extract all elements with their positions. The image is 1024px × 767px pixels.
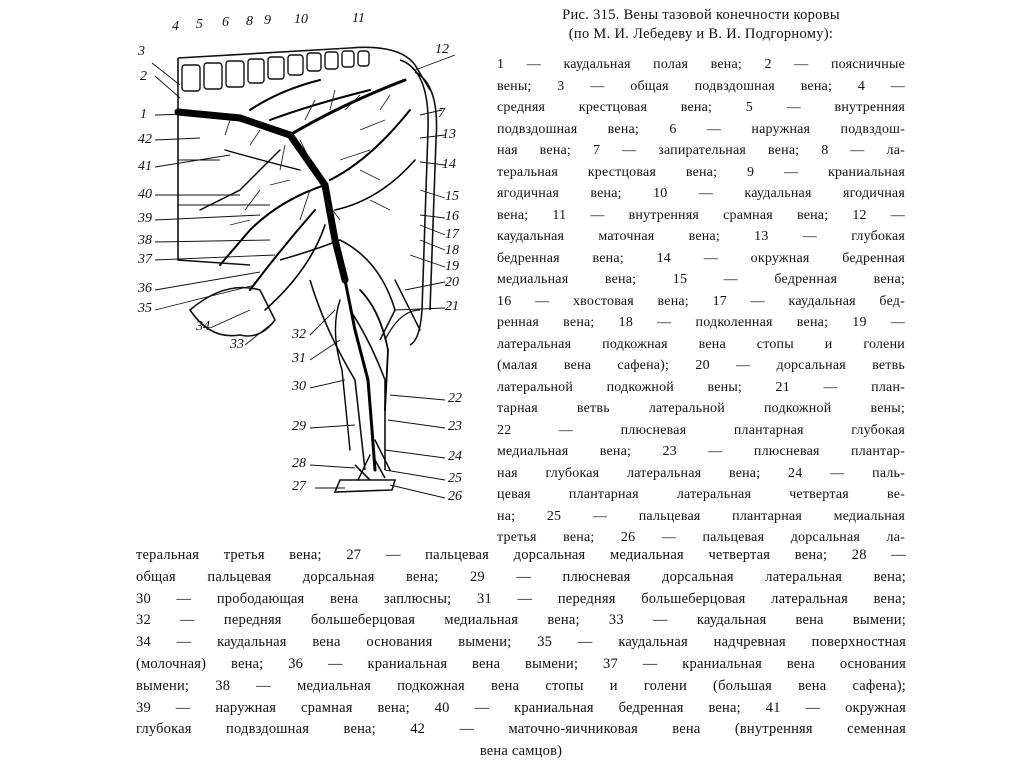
label-7: 7 — [438, 106, 445, 121]
caption-line: подвздошная вена; 6 — наружная подвздош- — [497, 121, 905, 137]
caption-line: 32 — передняя большеберцовая медиальная вена; 33 — каудальная вена вымени; — [136, 612, 906, 629]
label-17: 17 — [445, 227, 459, 242]
caption-line: бедренная вена; 14 — окружная бедренная — [497, 250, 905, 266]
caption-line: 34 — каудальная вена основания вымени; 35 — каудальная надчревная поверхностная — [136, 634, 906, 651]
label-19: 19 — [445, 259, 459, 274]
label-6: 6 — [222, 15, 229, 30]
label-27: 27 — [292, 479, 306, 494]
caption-line: 1 — каудальная полая вена; 2 — поясничные — [497, 57, 905, 72]
caption-line: 22 — плюсневая плантарная глубокая — [497, 422, 905, 438]
caption-line-last: вена самцов) — [479, 743, 563, 760]
label-31: 31 — [292, 351, 306, 366]
label-23: 23 — [448, 419, 462, 434]
caption-line: (молочная) вена; 36 — краниальная вена вымени; 37 — краниальная вена основания — [136, 655, 906, 672]
caption-line: теральная третья вена; 27 — пальцевая дорсальная медиальная четвертая вена; 28 — — [136, 547, 906, 563]
caption-line: (малая вена сафена); 20 — дорсальная ветвь — [497, 358, 905, 373]
caption-legend — [497, 54, 905, 549]
caption-line: на; 25 — пальцевая плантарная медиальная — [497, 508, 905, 524]
figure-caption — [497, 6, 905, 549]
label-5: 5 — [196, 17, 203, 32]
caption-line: 16 — хвостовая вена; 17 — каудальная бед- — [497, 293, 905, 309]
caption-line: вены; 3 — общая подвздошная вена; 4 — — [497, 78, 905, 94]
caption-line: вена; 11 — внутренняя срамная вена; 12 — — [497, 207, 905, 223]
caption-line: глубокая подвздошная вена; 42 — маточно-яичниковая вена (внутренняя семенная — [136, 721, 906, 738]
caption-line: латеральной подкожной вены; 21 — план- — [497, 379, 905, 395]
caption-line: каудальная маточная вена; 13 — глубокая — [497, 229, 905, 244]
label-4: 4 — [172, 19, 179, 34]
label-30: 30 — [292, 379, 306, 394]
label-14: 14 — [442, 157, 456, 172]
label-10: 10 — [294, 12, 308, 27]
label-34: 34 — [196, 319, 210, 334]
caption-line: ягодичная вена; 10 — каудальная ягодичная — [497, 186, 905, 201]
label-21: 21 — [445, 299, 459, 314]
label-35: 35 — [138, 301, 152, 316]
caption-line: ная вена; 7 — запирательная вена; 8 — ла- — [497, 143, 905, 158]
caption-line: 39 — наружная срамная вена; 40 — краниальная бедренная вена; 41 — окружная — [136, 699, 906, 716]
caption-title-line-2: (по М. И. Лебедеву и В. И. Подгорному): — [568, 26, 834, 42]
label-2: 2 — [140, 69, 147, 84]
caption-line: латеральная подкожная вена стопы и голени — [497, 336, 905, 352]
label-13: 13 — [442, 127, 456, 142]
label-40: 40 — [138, 187, 152, 202]
label-22: 22 — [448, 391, 462, 406]
caption-line: 30 — прободающая вена заплюсны; 31 — передняя большеберцовая латеральная вена; — [136, 590, 906, 607]
label-42: 42 — [138, 132, 152, 147]
label-33: 33 — [230, 337, 244, 352]
label-15: 15 — [445, 189, 459, 204]
caption-line: медиальная вена; 23 — плюсневая плантар- — [497, 444, 905, 459]
label-18: 18 — [445, 243, 459, 258]
label-11: 11 — [352, 11, 365, 26]
label-28: 28 — [292, 456, 306, 471]
caption-line: общая пальцевая дорсальная вена; 29 — плюсневая дорсальная латеральная вена; — [136, 568, 906, 585]
label-26: 26 — [448, 489, 462, 504]
label-29: 29 — [292, 419, 306, 434]
vein-diagram — [130, 10, 500, 504]
label-24: 24 — [448, 449, 462, 464]
label-37: 37 — [138, 252, 152, 267]
caption-line: теральная крестцовая вена; 9 — краниальная — [497, 164, 905, 180]
label-20: 20 — [445, 275, 459, 290]
label-36: 36 — [138, 281, 152, 296]
caption-line: ренная вена; 18 — подколенная вена; 19 — — [497, 315, 905, 330]
caption-line: третья вена; 26 — пальцевая дорсальная ла- — [497, 530, 905, 545]
caption-line: ная глубокая латеральная вена; 24 — паль- — [497, 465, 905, 481]
label-1: 1 — [140, 107, 147, 122]
label-16: 16 — [445, 209, 459, 224]
label-9: 9 — [264, 13, 271, 28]
label-3: 3 — [138, 44, 145, 59]
caption-line: вымени; 38 — медиальная подкожная вена стопы и голени (большая вена сафена); — [136, 677, 906, 694]
caption-continuation — [136, 545, 906, 763]
label-39: 39 — [138, 211, 152, 226]
label-38: 38 — [138, 233, 152, 248]
caption-line: цевая плантарная латеральная четвертая ве- — [497, 487, 905, 502]
label-12: 12 — [435, 42, 449, 57]
label-25: 25 — [448, 471, 462, 486]
label-32: 32 — [292, 327, 306, 342]
label-8: 8 — [246, 14, 253, 29]
caption-line: медиальная вена; 15 — бедренная вена; — [497, 272, 905, 287]
caption-title-line-1: Рис. 315. Вены тазовой конечности коровы — [562, 7, 840, 23]
caption-line: тарная ветвь латеральной подкожной вены; — [497, 401, 905, 416]
caption-line: средняя крестцовая вена; 5 — внутренняя — [497, 100, 905, 115]
label-41: 41 — [138, 159, 152, 174]
